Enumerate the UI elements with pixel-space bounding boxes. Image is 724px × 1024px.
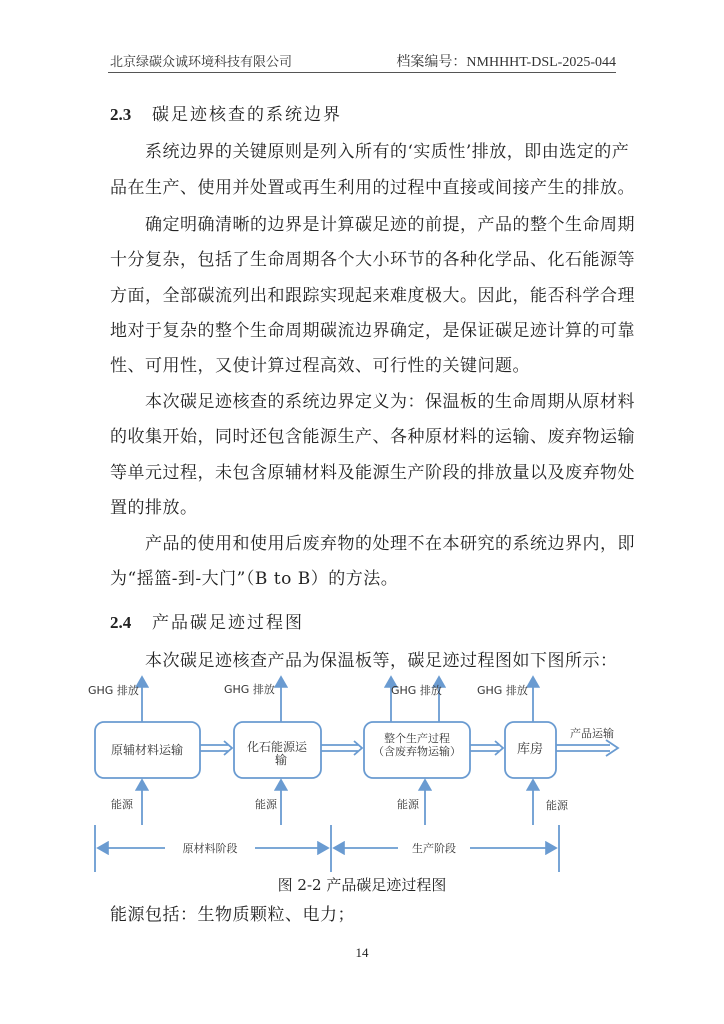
flow-arrow [470, 741, 503, 755]
ghg-label: GHG 排放 [477, 684, 528, 697]
body-line: 本次碳足迹核查的系统边界定义为：保温板的生命周期从原材料 [145, 392, 635, 412]
body-line: 方面，全部碳流列出和跟踪实现起来难度极大。因此，能否科学合理 [110, 286, 635, 306]
box-label: （含废弃物运输） [373, 745, 461, 758]
energy-label: 能源 [397, 798, 419, 811]
output-label: 产品运输 [570, 727, 614, 740]
section-number: 2.4 [110, 613, 132, 632]
ghg-label: GHG 排放 [224, 683, 275, 696]
body-line: 确定明确清晰的边界是计算碳足迹的前提，产品的整个生命周期 [145, 215, 635, 235]
stage-label: 生产阶段 [412, 842, 456, 855]
section-title: 碳足迹核查的系统边界 [152, 105, 342, 125]
ghg-label: GHG 排放 [88, 684, 139, 697]
energy-label: 能源 [111, 798, 133, 811]
body-line: 置的排放。 [110, 498, 198, 518]
body-line: 为“摇篮-到-大门”（B to B）的方法。 [110, 569, 399, 589]
header-company: 北京绿碳众诚环境科技有限公司 [110, 55, 293, 70]
energy-label: 能源 [255, 798, 277, 811]
box-label: 原辅材料运输 [110, 743, 184, 757]
body-line: 产品的使用和使用后废弃物的处理不在本研究的系统边界内，即 [145, 534, 635, 554]
body-line: 系统边界的关键原则是列入所有的‘实质性’排放，即由选定的产 [145, 142, 630, 162]
body-line: 品在生产、使用并处置或再生利用的过程中直接或间接产生的排放。 [110, 178, 635, 198]
box-label: 库房 [516, 742, 544, 757]
body-line: 性、可用性，又使计算过程高效、可行性的关键问题。 [110, 356, 530, 376]
header-doc-number: 档案编号：NMHHHT-DSL-2025-044 [396, 55, 616, 70]
flow-arrow [200, 741, 232, 755]
body-line: 的收集开始，同时还包含能源生产、各种原材料的运输、废弃物运输 [110, 427, 635, 447]
body-line: 等单元过程，未包含原辅材料及能源生产阶段的排放量以及废弃物处 [110, 463, 635, 483]
body-line: 本次碳足迹核查产品为保温板等，碳足迹过程图如下图所示： [145, 651, 618, 671]
box-label: 整个生产过程 [384, 732, 450, 745]
section-title: 产品碳足迹过程图 [152, 613, 304, 633]
box-label: 输 [274, 753, 288, 767]
energy-note: 能源包括：生物质颗粒、电力； [110, 905, 355, 925]
page-number: 14 [355, 945, 369, 960]
figure-caption: 图 2-2 产品碳足迹过程图 [277, 876, 447, 894]
section-number: 2.3 [110, 105, 132, 124]
output-arrow [556, 740, 618, 756]
body-line: 十分复杂，包括了生命周期各个大小环节的各种化学品、化石能源等 [110, 250, 635, 270]
energy-label: 能源 [546, 799, 568, 812]
flow-arrow [321, 741, 362, 755]
body-line: 地对于复杂的整个生命周期碳流边界确定，是保证碳足迹计算的可靠 [110, 321, 635, 341]
stage-label: 原材料阶段 [182, 842, 238, 855]
ghg-label: GHG 排放 [391, 684, 442, 697]
box-label: 化石能源运 [246, 740, 308, 754]
